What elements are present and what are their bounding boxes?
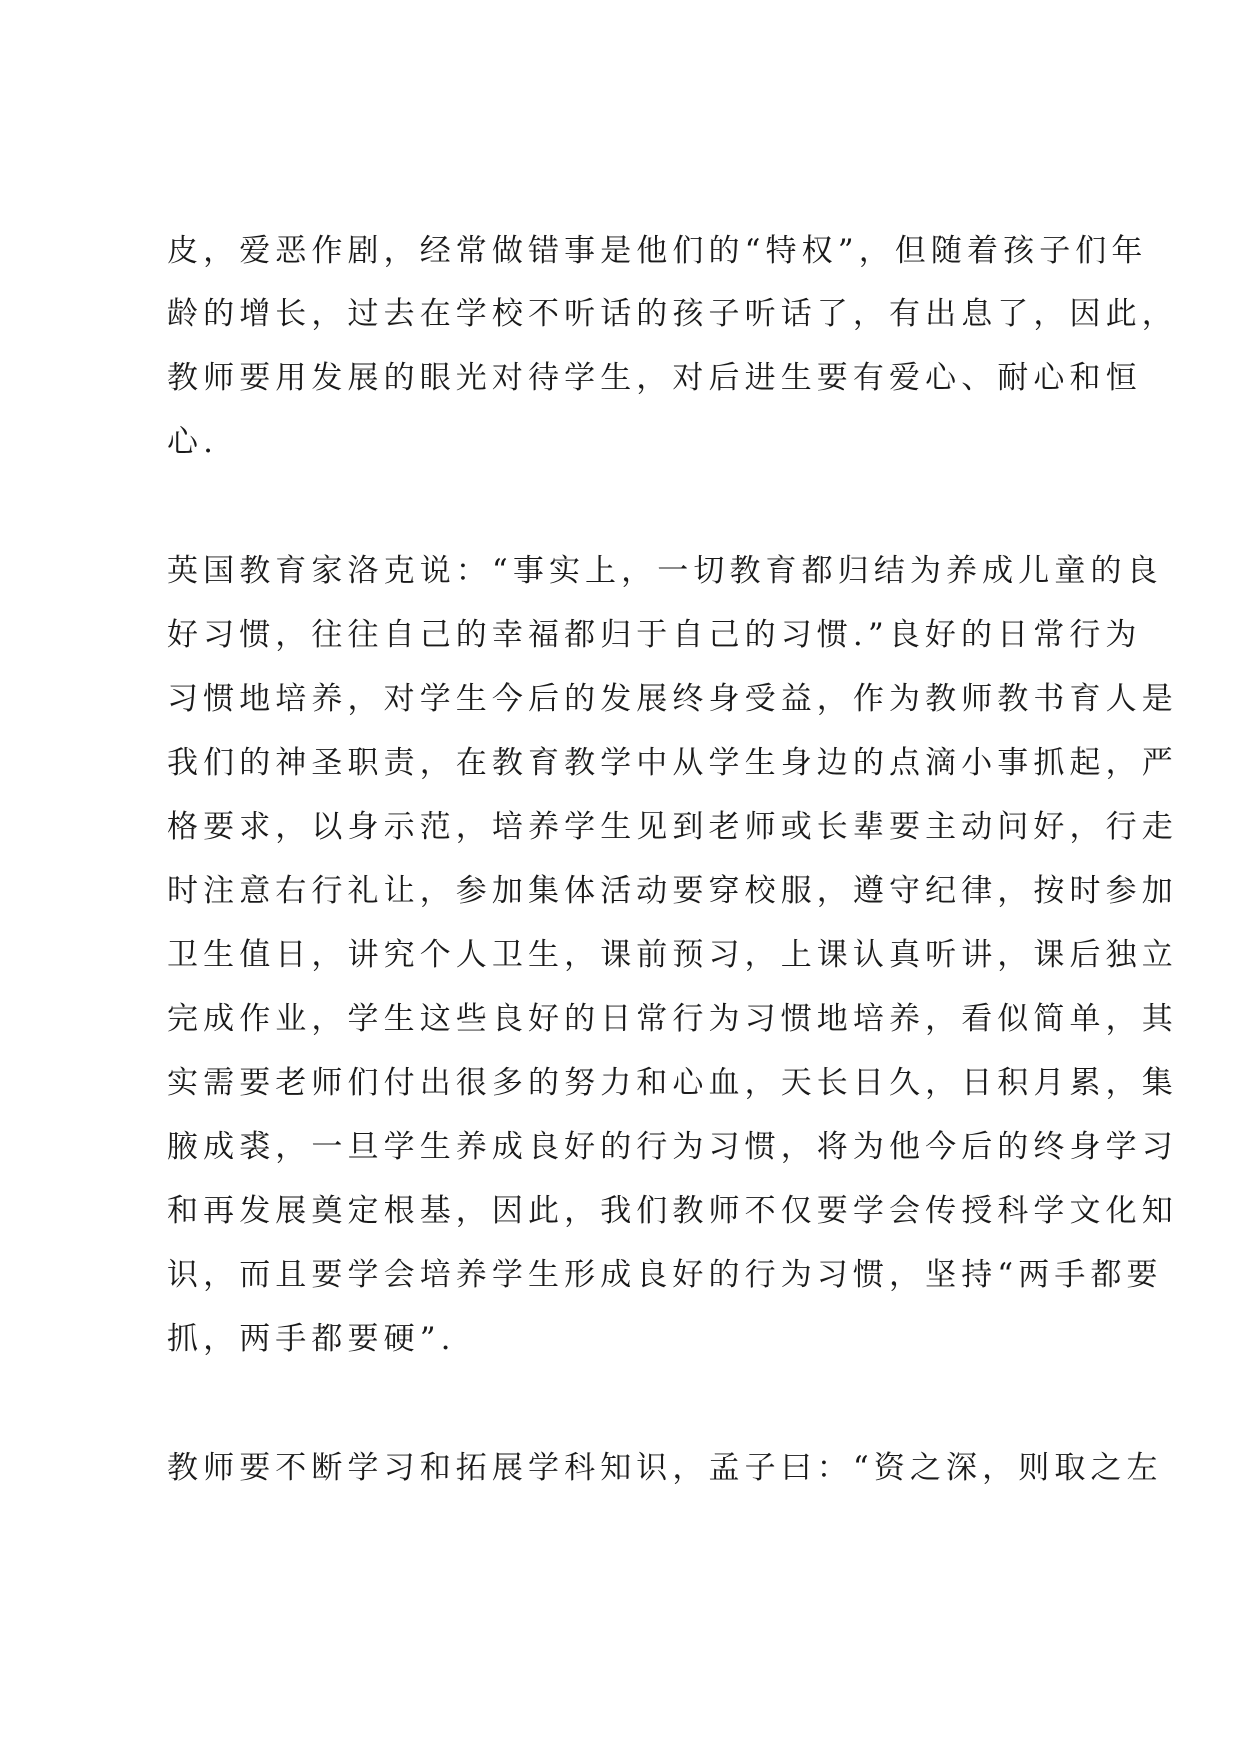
- paragraph-2-line-8: 完成作业，学生这些良好的日常行为习惯地培养，看似简单，其: [167, 1001, 1178, 1037]
- paragraph-1-line-3: 教师要用发展的眼光对待学生，对后进生要有爱心、耐心和恒: [167, 360, 1142, 396]
- paragraph-2-line-10: 腋成裘，一旦学生养成良好的行为习惯，将为他今后的终身学习: [167, 1129, 1178, 1165]
- paragraph-2-line-5: 格要求，以身示范，培养学生见到老师或长辈要主动问好，行走: [167, 809, 1178, 845]
- paragraph-2-line-7: 卫生值日，讲究个人卫生，课前预习，上课认真听讲，课后独立: [167, 937, 1178, 973]
- paragraph-2-line-2: 好习惯，往往自己的幸福都归于自己的习惯.”良好的日常行为: [167, 617, 1142, 653]
- paragraph-1-line-1: 皮，爱恶作剧，经常做错事是他们的“特权”，但随着孩子们年: [167, 233, 1148, 269]
- paragraph-2-line-3: 习惯地培养，对学生今后的发展终身受益，作为教师教书育人是: [167, 681, 1178, 717]
- paragraph-2-line-13: 抓，两手都要硬”.: [167, 1321, 456, 1357]
- paragraph-2-line-12: 识，而且要学会培养学生形成良好的行为习惯，坚持“两手都要: [167, 1257, 1163, 1293]
- paragraph-2-line-6: 时注意右行礼让，参加集体活动要穿校服，遵守纪律，按时参加: [167, 873, 1178, 909]
- paragraph-1-line-2: 龄的增长，过去在学校不听话的孩子听话了，有出息了，因此，: [167, 296, 1178, 332]
- paragraph-2-line-4: 我们的神圣职责，在教育教学中从学生身边的点滴小事抓起，严: [167, 745, 1178, 781]
- paragraph-1-line-4: 心.: [167, 424, 219, 460]
- paragraph-2-line-11: 和再发展奠定根基，因此，我们教师不仅要学会传授科学文化知: [167, 1193, 1178, 1229]
- paragraph-3-line-1: 教师要不断学习和拓展学科知识，孟子曰：“资之深，则取之左: [167, 1450, 1163, 1486]
- paragraph-2-line-9: 实需要老师们付出很多的努力和心血，天长日久，日积月累，集: [167, 1065, 1178, 1101]
- paragraph-2-line-1: 英国教育家洛克说：“事实上，一切教育都归结为养成儿童的良: [167, 553, 1163, 589]
